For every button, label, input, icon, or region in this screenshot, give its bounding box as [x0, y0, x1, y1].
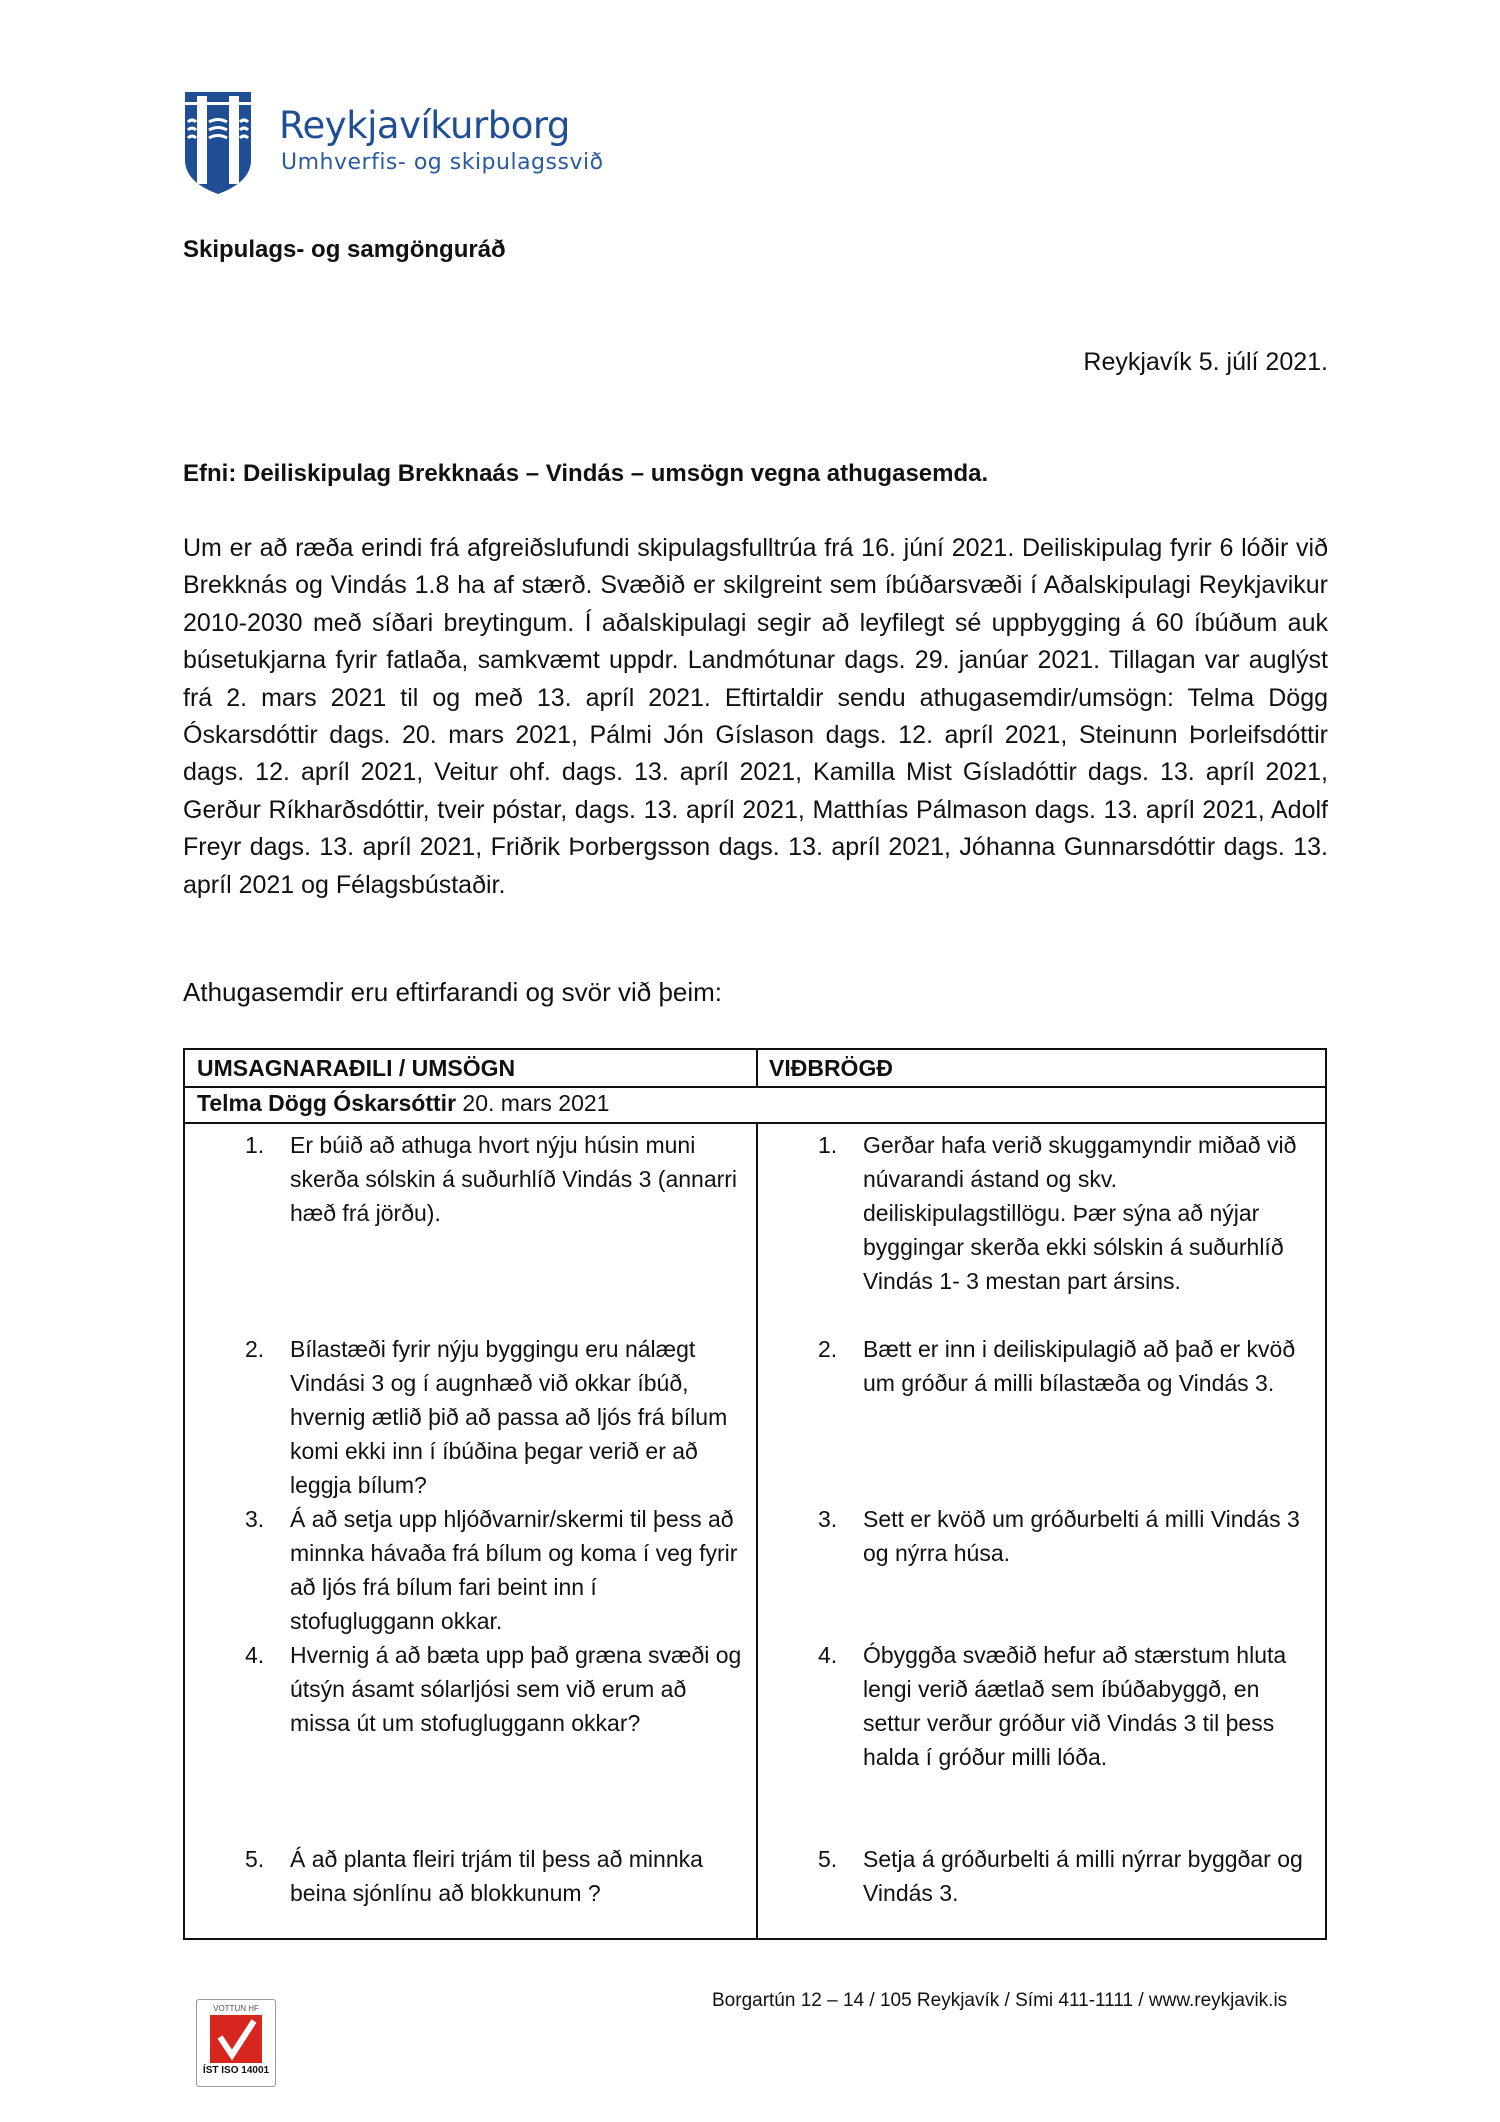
reykjavik-logo — [183, 90, 623, 200]
coat-of-arms-icon — [183, 90, 253, 196]
header-response: VIÐBRÖGÐ — [769, 1055, 893, 1081]
logo-subtitle: Umhverfis- og skipulagssvið — [281, 150, 604, 175]
column-divider — [756, 1050, 758, 1086]
comment-date: 20. mars 2021 — [456, 1090, 610, 1116]
comments-table: UMSAGNARAÐILI / UMSÖGN VIÐBRÖGÐ Telma Dögg Óskarsóttir 20. mars 2021 1. Er búið að athuga hvort nýju húsin muni skerða sólskin á suðurhlíð Vindás 3 (annarri hæð frá jörðu). 2. Bílastæði fyrir nýju byggingu eru nálægt Vindási 3 og í augnhæð við okkar íbúð, hvernig ætlið þið að passa að ljós frá bílum komi ekki inn í íbúðina þegar verið er að leggja bílum? 3. Á að setja upp hljóðvarnir/skermi til þess að minnka hávaða frá bílum og koma í veg fyrir að ljós frá bílum fari beint inn í stofugluggann okkar. 4. Hvernig á að bæta upp það græna svæði og útsýn ásamt sólarljósi sem við erum að missa út um stofugluggann okkar? 5. Á að planta fleiri trjám til þess að minnka beina sjónlínu að blokkunum ? 1. Gerðar hafa verið skuggamyndir miðað við núvarandi ástand og skv. deiliskipulagstillögu. Þær sýna að nýjar byggingar skerða ekki sólskin á suðurhlíð Vindás 1- 3 mestan part ársins. 2. Bætt er inn i deiliskipulagið að það er kvöð um gróður á milli bílastæða og Vindás 3. 3. Sett er kvöð um gróðurbelti á milli Vindás 3 og nýrra húsa. 4. Óbyggða svæðið hefur að stærstum hluta lengi verið áætlað sem íbúðabyggð, en settur verður gróður við Vindás 3 til þess halda í gróður milli lóða. 5. Setja á gróðurbelti á milli nýrrar byggðar og Vindás 3. — [183, 1048, 1327, 1940]
section-row — [185, 1086, 1325, 1124]
checkmark-icon — [210, 2015, 262, 2063]
subject-line: Efni: Deiliskipulag Brekknaás – Vindás – umsögn vegna athugasemda. — [183, 460, 989, 487]
footer-address: Borgartún 12 – 14 / 105 Reykjavík / Sími 411-1111 / www.reykjavik.is — [712, 1990, 1288, 2011]
column-divider — [756, 1122, 758, 1938]
table-header-row — [185, 1050, 1325, 1088]
commenter-name: Telma Dögg Óskarsóttir — [197, 1090, 457, 1116]
letter-date: Reykjavík 5. júlí 2021. — [1083, 348, 1328, 376]
recipient: Skipulags- og samgönguráð — [183, 236, 506, 263]
intro-text: Athugasemdir eru eftirfarandi og svör við þeim: — [183, 977, 723, 1007]
iso-14001-badge: VOTTUN HF ÍST ISO 14001 — [196, 1999, 276, 2087]
logo-title: Reykjavíkurborg — [279, 104, 570, 147]
body-paragraph: Um er að ræða erindi frá afgreiðslufundi skipulagsfulltrúa frá 16. júní 2021. Deiliskipulag fyrir 6 lóðir við Brekknás og Vindás 1.8 ha af stærð. Svæðið er skilgreint sem íbúðarsvæði í Aðalskipulagi Reykjavikur 2010-2030 með síðari breytingum. Í aðalskipulagi segir að leyfilegt sé uppbygging á 60 íbúðum auk búsetukjarna fyrir fatlaða, samkvæmt uppdr. Landmótunar dags. 29. janúar 2021. Tillagan var auglýst frá 2. mars 2021 til og með 13. apríl 2021. Eftirtaldir sendu athugasemdir/umsögn: Telma Dögg Óskarsdóttir dags. 20. mars 2021, Pálmi Jón Gíslason dags. 12. apríl 2021, Steinunn Þorleifsdóttir dags. 12. apríl 2021, Veitur ohf. dags. 13. apríl 2021, Kamilla Mist Gísladóttir dags. 13. apríl 2021, Gerður Ríkharðsdóttir, tveir póstar, dags. 13. apríl 2021, Matthías Pálmason dags. 13. apríl 2021, Adolf Freyr dags. 13. apríl 2021, Friðrik Þorbergsson dags. 13. apríl 2021, Jóhanna Gunnarsdóttir dags. 13. apríl 2021 og Félagsbústaðir. — [183, 534, 1328, 899]
header-commenter: UMSAGNARAÐILI / UMSÖGN — [197, 1055, 516, 1081]
